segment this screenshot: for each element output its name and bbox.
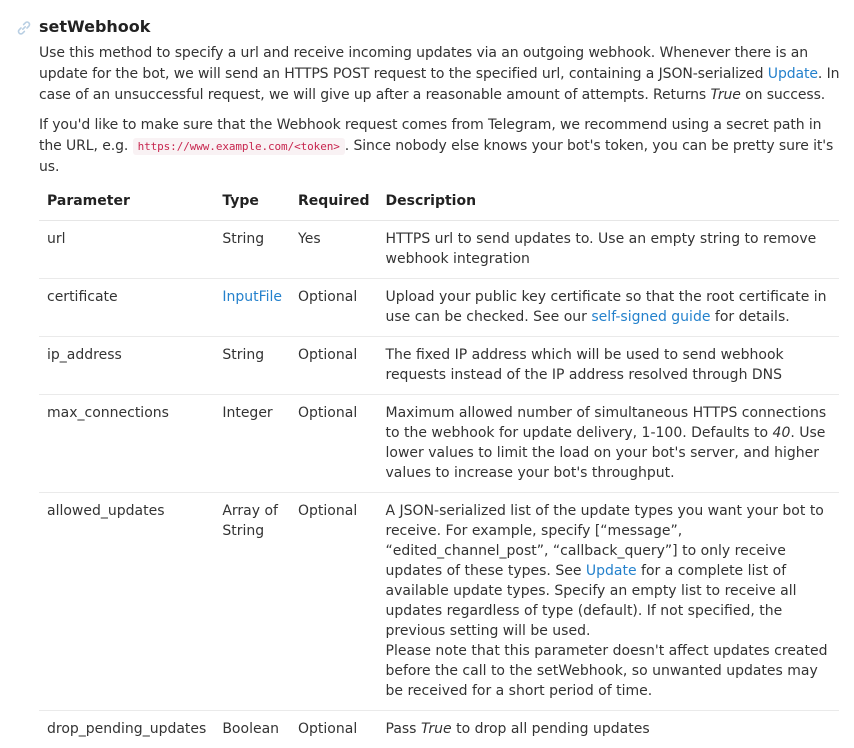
table-row (39, 711, 839, 748)
param-name: max_connections (39, 395, 214, 493)
param-name: url (39, 221, 214, 279)
param-type: String (214, 337, 290, 395)
param-description: A JSON-serialized list of the update types you want your bot to receive. For example, specify [“message”, “edited_channel_post”, “callback_query”] to only receive updates of these types. See Update for a complete list of available update types. Specify an empty list to receive all updates regardless of type (default). If not specified, the previous setting will be used. Please note that this parameter doesn't affect updates created before the call to the setWebhook, so unwanted updates may be received for a short period of time. (378, 493, 840, 711)
param-type: String (214, 221, 290, 279)
table-header-row (39, 190, 839, 221)
update-link[interactable]: Update (586, 563, 637, 579)
param-description: HTTPS url to send updates to. Use an empty string to remove webhook integration (378, 221, 840, 279)
param-name: ip_address (39, 337, 214, 395)
inputfile-link[interactable]: InputFile (222, 289, 282, 305)
param-type: Integer (214, 395, 290, 493)
update-link[interactable]: Update (768, 66, 818, 82)
param-description: Pass True to drop all pending updates (378, 711, 840, 748)
param-required: Optional (290, 279, 377, 337)
param-description: Upload your public key certificate so that the root certificate in use can be checked. See our self-signed guide for details. (378, 279, 840, 337)
header-required: Required (290, 190, 377, 221)
param-description: The fixed IP address which will be used to send webhook requests instead of the IP address resolved through DNS (378, 337, 840, 395)
header-description: Description (378, 190, 840, 221)
param-type: Boolean (214, 711, 290, 748)
method-title: setWebhook (39, 17, 150, 36)
param-name: certificate (39, 279, 214, 337)
param-type: Array of String (214, 493, 290, 711)
header-parameter: Parameter (39, 190, 214, 221)
param-name: drop_pending_updates (39, 711, 214, 748)
param-required: Optional (290, 711, 377, 748)
table-row (39, 221, 839, 279)
method-heading (39, 17, 840, 37)
method-section (39, 17, 840, 748)
table-row (39, 395, 839, 493)
param-required: Optional (290, 493, 377, 711)
self-signed-guide-link[interactable]: self-signed guide (591, 309, 710, 325)
param-description: Maximum allowed number of simultaneous HTTPS connections to the webhook for update delivery, 1-100. Defaults to 40. Use lower values to limit the load on your bot's server, and higher values to increase your bot's throughput. (378, 395, 840, 493)
param-required: Optional (290, 395, 377, 493)
table-row (39, 493, 839, 711)
example-url-code: https://www.example.com/<token> (133, 138, 345, 155)
parameters-table (39, 190, 839, 748)
table-row (39, 337, 839, 395)
header-type: Type (214, 190, 290, 221)
param-name: allowed_updates (39, 493, 214, 711)
intro-paragraph-1: Use this method to specify a url and receive incoming updates via an outgoing webhook. Whenever there is an update for the bot, we will send an HTTPS POST request to the specified url, containing a JSON-serialized Update. In case of an unsuccessful request, we will give up after a reasonable amount of attempts. Returns True on success. (39, 43, 840, 106)
intro-paragraph-2: If you'd like to make sure that the Webhook request comes from Telegram, we recommend using a secret path in the URL, e.g. https://www.example.com/<token> . Since nobody else knows your bot's token, you can be pretty sure it's us. (39, 115, 840, 178)
param-required: Yes (290, 221, 377, 279)
link-icon[interactable] (16, 20, 32, 36)
param-type (214, 279, 290, 337)
table-row (39, 279, 839, 337)
param-required: Optional (290, 337, 377, 395)
